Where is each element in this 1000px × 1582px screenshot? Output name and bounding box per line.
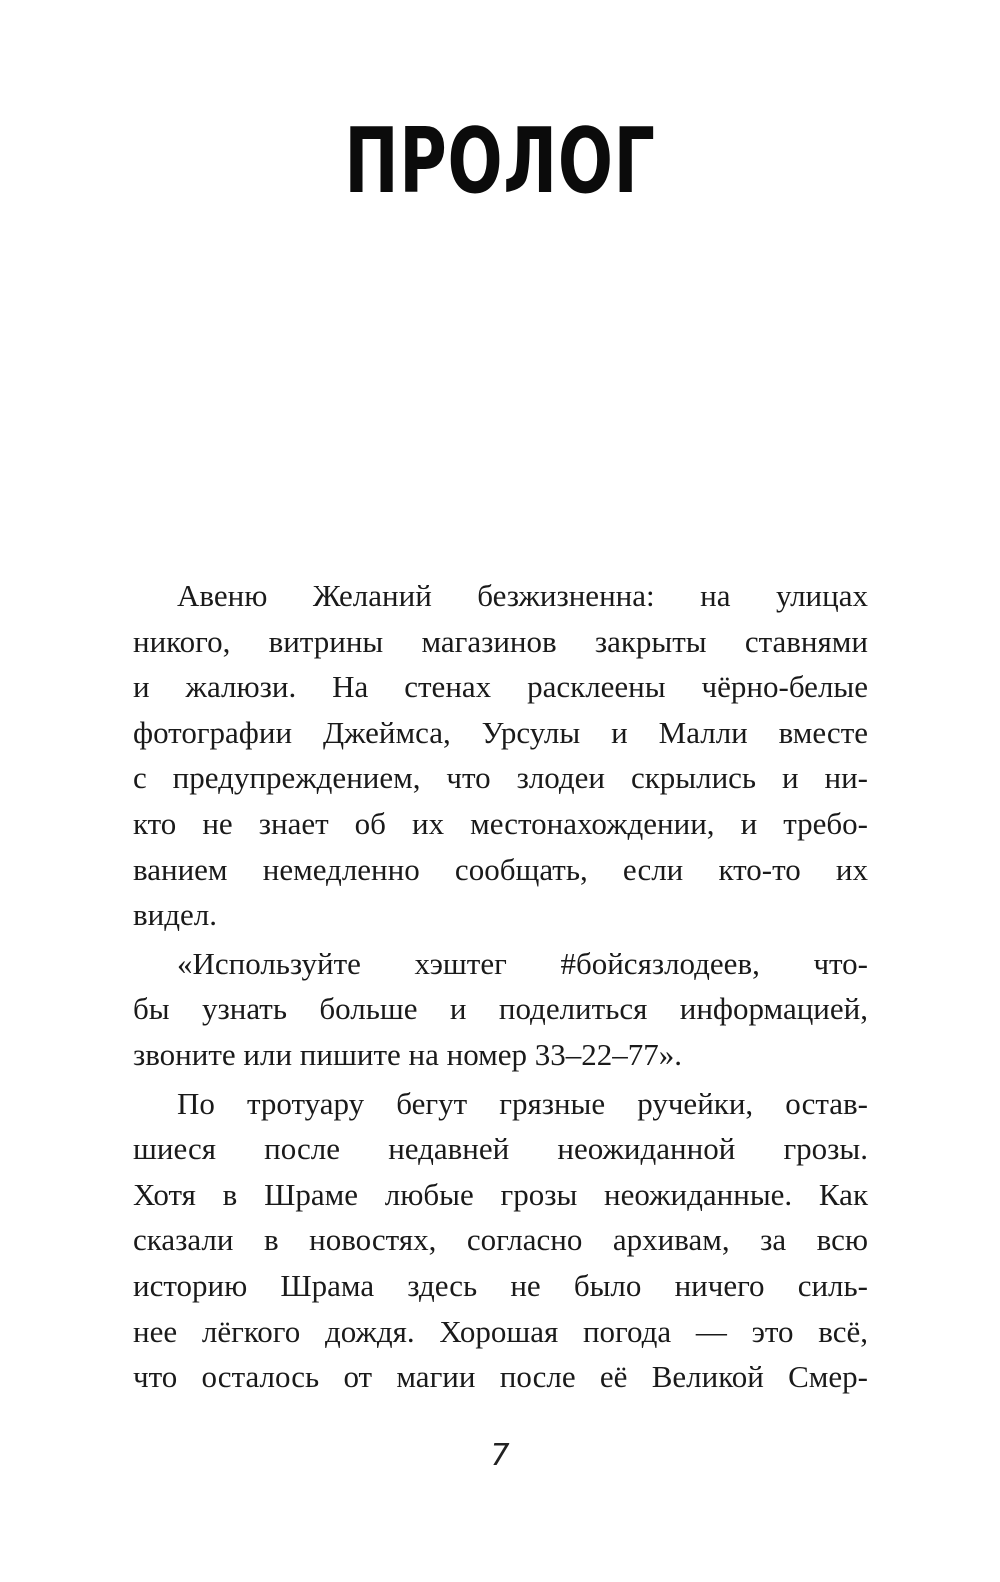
text-line: с предупреждением, что злодеи скрылись и ни-	[133, 760, 868, 796]
chapter-title: ПРОЛОГ	[344, 109, 656, 214]
text-line: «Используйте хэштег #бойсязлодеев, что-	[177, 945, 868, 981]
text-line: нее лёгкого дождя. Хорошая погода — это всё,	[133, 1313, 868, 1349]
text-line: Авеню Желаний безжизненна: на улицах	[177, 578, 868, 613]
text-line: и жалюзи. На стенах расклеены чёрно-белые	[133, 669, 868, 705]
text-line: бы узнать больше и поделиться информацией,	[133, 991, 868, 1027]
text-line: По тротуару бегут грязные ручейки, остав-	[177, 1085, 868, 1121]
text-line: сказали в новостях, согласно архивам, за всю	[133, 1222, 868, 1258]
text-line: кто не знает об их местонахождении, и требо-	[133, 805, 868, 841]
text-line: Хотя в Шраме любые грозы неожиданные. Как	[133, 1176, 868, 1212]
text-line: историю Шрама здесь не было ничего силь-	[133, 1267, 868, 1303]
text-line: фотографии Джеймса, Урсулы и Малли вместе	[133, 714, 868, 750]
text-line: шиеся после недавней неожиданной грозы.	[133, 1131, 868, 1167]
text-line: что осталось от магии после её Великой Смер-	[133, 1359, 868, 1395]
paragraph	[133, 1081, 868, 1400]
paragraph	[133, 573, 868, 938]
text-line: звоните или пишите на номер 33–22–77».	[133, 1036, 682, 1072]
paragraph	[133, 941, 868, 1078]
page-number: 7	[490, 1438, 510, 1473]
text-line: видел.	[133, 897, 217, 933]
text-line: ванием немедленно сообщать, если кто-то их	[133, 851, 868, 887]
body-text	[133, 573, 868, 1400]
text-line: никого, витрины магазинов закрыты ставнями	[133, 623, 868, 659]
